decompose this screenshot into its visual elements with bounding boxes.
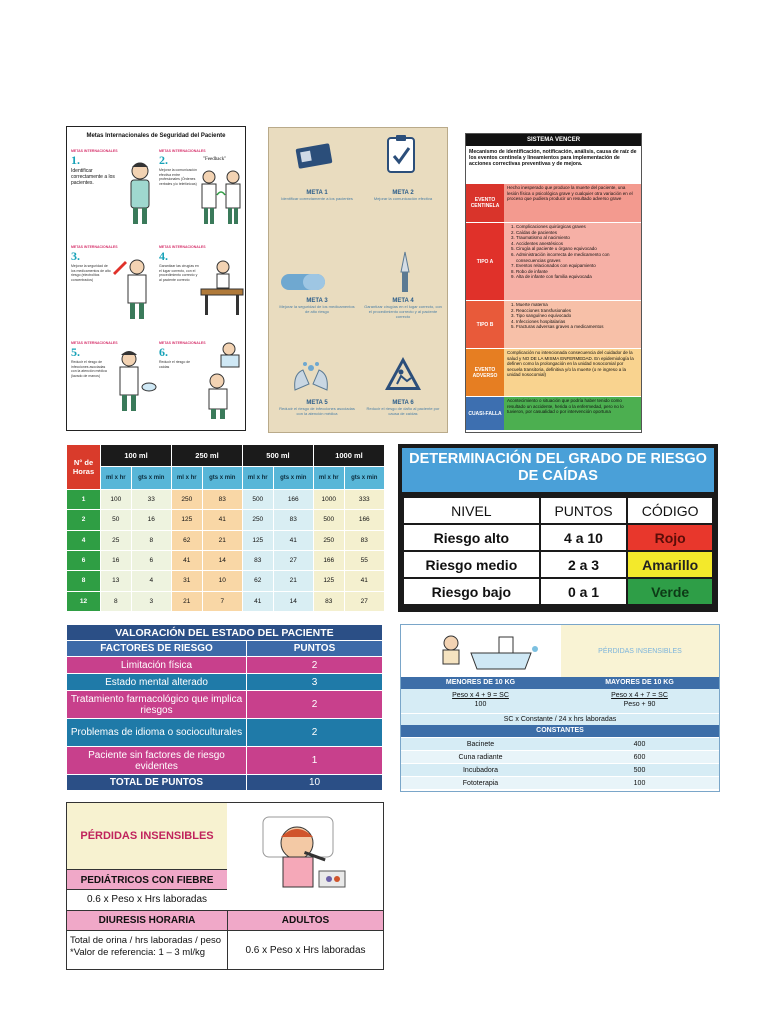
row-label: EVENTO ADVERSO <box>466 349 504 396</box>
rate-cell: 8 <box>101 591 132 611</box>
constante-value: 400 <box>633 741 646 748</box>
column-header: PUNTOS <box>247 641 383 657</box>
valoracion-estado-paciente <box>66 624 383 792</box>
row-description: Hecho inesperado que produce la muerte del paciente, una lesión física o psicológica grave y cualquier otra variación en el proceso que pudiera producir un resultado adverso grave <box>504 184 641 222</box>
factor-cell: Paciente sin factores de riesgo evidentes <box>67 747 247 775</box>
factor-cell: Limitación física <box>67 657 247 674</box>
list-item: 8. Robo de infante <box>516 269 638 275</box>
riesgo-caidas <box>398 444 718 612</box>
constante-row <box>401 763 719 776</box>
list-item: 5. Fracturas adversas graves a medicamentos <box>516 324 638 330</box>
diuresis-formula: Total de orina / hrs laboradas / peso <box>70 935 222 946</box>
table-row <box>67 591 385 611</box>
id-card-icon <box>295 142 333 170</box>
goal-2 <box>159 149 245 235</box>
fall-prevention-illustration-icon <box>199 341 245 421</box>
meta-title: META 1 <box>306 190 328 196</box>
hours-header: N° de Horas <box>67 445 101 490</box>
rate-cell: 41 <box>273 530 313 550</box>
goal-text: Mejorar la comunicación efectiva entre profesionales (Órdenes verbales y/o telefónicas) <box>159 168 197 186</box>
sistema-vencer <box>465 133 642 433</box>
row-description: Complicación no intencionada consecuencia del cuidador de la salud y NO DE LA MISMA ENFERMEDAD. En epidemiología la definen como la prolongación en la unidad nosocomial por secuela transitoria, definitiva y/o la muerte (o re ingreso a la unidad nosocomial) <box>504 349 641 396</box>
rate-cell: 21 <box>273 571 313 591</box>
goal-4 <box>159 245 245 331</box>
list-item: 4. Infecciones hospitalarias <box>516 319 638 325</box>
list-item: 1. Muerte materna <box>516 302 638 308</box>
scalpel-icon <box>393 250 417 294</box>
goal-5 <box>71 341 157 427</box>
rate-cell: 83 <box>242 550 273 570</box>
rate-cell: 333 <box>344 489 384 509</box>
handwashing-illustration-icon <box>113 347 157 417</box>
goal-text: Identificar correctamente a los pacientes. <box>71 168 115 186</box>
poster-title: Metas Internacionales de Seguridad del Paciente <box>86 133 226 139</box>
list-item: 1. Complicaciones quirúrgicas graves <box>516 224 638 230</box>
meta-4 <box>363 298 443 319</box>
goal-number: 4. <box>159 249 168 263</box>
total-value: 10 <box>247 775 383 791</box>
rate-cell: 8 <box>131 530 171 550</box>
hours-cell: 8 <box>67 571 101 591</box>
rate-cell: 100 <box>101 489 132 509</box>
rate-cell: 13 <box>101 571 132 591</box>
goal-number: 5. <box>71 345 80 359</box>
volume-header: 100 ml <box>101 445 172 467</box>
pill-capsule-icon <box>279 270 327 294</box>
baby-bath-illustration <box>401 625 561 677</box>
goal-text: Reducir el riesgo de infecciones asociadas con la atención médica (lavado de manos) <box>71 360 107 378</box>
list-item: 9. Alta de infante con familia equivocada <box>516 274 638 280</box>
table-row <box>67 747 383 775</box>
sub-header: ml x hr <box>101 467 132 489</box>
volume-header: 1000 ml <box>313 445 384 467</box>
rate-cell: 14 <box>202 550 242 570</box>
list-item: 3. Traumatismo al nacimiento <box>516 235 638 241</box>
hours-cell: 2 <box>67 510 101 530</box>
feedback-bubble: "Feedback" <box>203 157 227 162</box>
hours-cell: 12 <box>67 591 101 611</box>
total-label: TOTAL DE PUNTOS <box>67 775 247 791</box>
infusion-table <box>66 444 385 612</box>
constante-row <box>401 737 719 750</box>
row-evento-adverso <box>466 348 641 396</box>
column-header: NIVEL <box>403 497 540 524</box>
rate-cell: 83 <box>313 591 344 611</box>
table-row <box>67 657 383 674</box>
rate-cell: 125 <box>313 571 344 591</box>
nivel-cell: Riesgo medio <box>403 551 540 578</box>
rate-cell: 41 <box>242 591 273 611</box>
rate-cell: 50 <box>101 510 132 530</box>
rate-cell: 41 <box>202 510 242 530</box>
sick-child-icon <box>249 807 369 907</box>
perdidas-title: PÉRDIDAS INSENSIBLES <box>561 625 719 677</box>
total-row <box>67 775 383 791</box>
nurse-injection-illustration-icon <box>111 255 157 325</box>
hours-cell: 4 <box>67 530 101 550</box>
list-item: 2. Reacciones transfusionales <box>516 308 638 314</box>
rate-cell: 250 <box>171 489 202 509</box>
table-row <box>67 510 385 530</box>
codigo-cell: Amarillo <box>627 551 713 578</box>
sub-header: gts x min <box>202 467 242 489</box>
rate-cell: 25 <box>101 530 132 550</box>
row-description: Acontecimiento o situación que podría haber tenido como resultado un accidente, herida o la enfermedad, pero no lo tuvieron, por casualidad o por intervención oportuna <box>504 397 641 430</box>
goal-text: Reducir el riesgo de caídas <box>159 360 191 369</box>
constante-row <box>401 750 719 763</box>
constante-name: Fototerapia <box>462 780 499 787</box>
constante-name: Cuna radiante <box>458 754 503 761</box>
factor-cell: Estado mental alterado <box>67 674 247 691</box>
valoracion-title: VALORACIÓN DEL ESTADO DEL PACIENTE <box>67 625 383 641</box>
meta-title: META 5 <box>306 400 328 406</box>
list-item: 4. Accidentes anestésicos <box>516 241 638 247</box>
meta-title: META 2 <box>392 190 414 196</box>
goal-tag: METAS INTERNACIONALES <box>71 245 118 249</box>
goal-tag: METAS INTERNACIONALES <box>71 149 118 153</box>
meta-text: Mejorar la seguridad de los medicamentos de alto riesgo <box>279 304 355 314</box>
sc-formula: SC x Constante / 24 x hrs laboradas <box>401 713 719 725</box>
meta-5 <box>277 400 357 416</box>
mayores-label: MAYORES DE 10 KG <box>560 677 719 689</box>
puntos-cell: 2 <box>247 691 383 719</box>
column-header: FACTORES DE RIESGO <box>67 641 247 657</box>
puntos-cell: 4 a 10 <box>540 524 628 551</box>
row-tipo-a <box>466 222 641 300</box>
nivel-cell: Riesgo bajo <box>403 578 540 605</box>
rate-cell: 31 <box>171 571 202 591</box>
goal-number: 3. <box>71 249 80 263</box>
rate-cell: 62 <box>242 571 273 591</box>
rate-cell: 27 <box>273 550 313 570</box>
sub-header: ml x hr <box>313 467 344 489</box>
constante-name: Bacinete <box>466 741 495 748</box>
rate-cell: 500 <box>242 489 273 509</box>
list-item: 5. Cirugía al paciente u órgano equivocado <box>516 246 638 252</box>
table-row <box>403 524 713 551</box>
table-row <box>67 571 385 591</box>
valoracion-table <box>66 624 383 791</box>
goal-tag: METAS INTERNACIONALES <box>71 341 118 345</box>
rate-cell: 21 <box>202 530 242 550</box>
puntos-cell: 0 a 1 <box>540 578 628 605</box>
sub-header: ml x hr <box>171 467 202 489</box>
table-row <box>403 551 713 578</box>
goal-number: 6. <box>159 345 168 359</box>
checklist-icon <box>385 134 417 174</box>
puntos-cell: 2 <box>247 657 383 674</box>
rate-cell: 14 <box>273 591 313 611</box>
goal-text: Garantizar las cirugías en el lugar correcto, con el procedimiento correcto y al paciente correcto <box>159 264 199 282</box>
puntos-cell: 1 <box>247 747 383 775</box>
menores-label: MENORES DE 10 KG <box>401 677 560 689</box>
rate-cell: 166 <box>344 510 384 530</box>
list-item: 2. Caídas de pacientes <box>516 230 638 236</box>
meta-6 <box>363 400 443 416</box>
goals-photo <box>268 127 448 433</box>
sistema-vencer-intro: Mecanismo de identificación, notificación, análisis, causa de raíz de los eventos centinela y lineamientos para implementación de acciones correctivas preventivas y de mejora. <box>469 149 637 168</box>
staff-pair-illustration-icon <box>197 167 245 231</box>
constante-value: 100 <box>633 780 646 787</box>
rate-cell: 27 <box>344 591 384 611</box>
rate-cell: 7 <box>202 591 242 611</box>
codigo-cell: Verde <box>627 578 713 605</box>
goal-3 <box>71 245 157 331</box>
rate-cell: 16 <box>131 510 171 530</box>
puntos-cell: 2 a 3 <box>540 551 628 578</box>
rate-cell: 41 <box>344 571 384 591</box>
row-label: EVENTO CENTINELA <box>466 184 504 222</box>
row-label: CUASI-FALLA <box>466 397 504 430</box>
rate-cell: 10 <box>202 571 242 591</box>
rate-cell: 500 <box>313 510 344 530</box>
sub-header: gts x min <box>131 467 171 489</box>
sub-header: gts x min <box>273 467 313 489</box>
rate-cell: 16 <box>101 550 132 570</box>
table-row <box>67 674 383 691</box>
factor-cell: Problemas de idioma o socioculturales <box>67 719 247 747</box>
rate-cell: 62 <box>171 530 202 550</box>
rate-cell: 250 <box>313 530 344 550</box>
nivel-cell: Riesgo alto <box>403 524 540 551</box>
meta-text: Reducir el riesgo de daño al paciente por causa de caídas <box>366 406 440 416</box>
meta-title: META 4 <box>392 298 414 304</box>
rate-cell: 55 <box>344 550 384 570</box>
meta-text: Identificar correctamente a los pacientes <box>281 196 353 201</box>
hours-cell: 6 <box>67 550 101 570</box>
constante-row <box>401 776 719 789</box>
rate-cell: 41 <box>171 550 202 570</box>
rate-cell: 4 <box>131 571 171 591</box>
rate-cell: 250 <box>242 510 273 530</box>
mayores-divisor: Peso + 90 <box>623 701 656 708</box>
hours-cell: 1 <box>67 489 101 509</box>
menores-formula: Peso x 4 + 9 = SC <box>452 692 509 699</box>
rate-cell: 83 <box>273 510 313 530</box>
volume-header: 250 ml <box>171 445 242 467</box>
rate-cell: 33 <box>131 489 171 509</box>
rate-cell: 6 <box>131 550 171 570</box>
goals-poster <box>66 126 246 431</box>
diuresis-label: DIURESIS HORARIA <box>67 911 227 930</box>
list-item: 3. Tipo sanguíneo equivocado <box>516 313 638 319</box>
meta-text: Mejorar la comunicación efectiva <box>373 196 433 201</box>
goal-1 <box>71 149 157 235</box>
row-description <box>504 301 641 348</box>
pediatricos-label: PEDIÁTRICOS CON FIEBRE <box>67 869 227 890</box>
meta-1 <box>277 190 357 201</box>
table-row <box>67 489 385 509</box>
rate-cell: 21 <box>171 591 202 611</box>
infusion-grid <box>66 444 385 612</box>
riesgo-caidas-table <box>402 496 714 606</box>
rate-cell: 125 <box>242 530 273 550</box>
volume-header: 500 ml <box>242 445 313 467</box>
perdidas-insensibles-neonatal <box>400 624 720 792</box>
rate-cell: 1000 <box>313 489 344 509</box>
rate-cell: 3 <box>131 591 171 611</box>
constante-name: Incubadora <box>462 767 499 774</box>
baby-bathtub-icon <box>431 631 541 673</box>
codigo-cell: Rojo <box>627 524 713 551</box>
sick-child-illustration <box>227 803 383 869</box>
row-tipo-b <box>466 300 641 348</box>
rate-cell: 125 <box>171 510 202 530</box>
goal-number: 2. <box>159 153 168 167</box>
perdidas-title: PÉRDIDAS INSENSIBLES <box>67 803 227 869</box>
meta-text: Reducir el riesgo de infecciones asociadas con la atención médica <box>279 406 355 416</box>
adultos-label: ADULTOS <box>227 911 383 930</box>
riesgo-caidas-title: DETERMINACIÓN DEL GRADO DE RIESGO DE CAÍDAS <box>402 448 714 492</box>
meta-title: META 3 <box>306 298 328 304</box>
meta-title: META 6 <box>392 400 414 406</box>
factor-cell: Tratamiento farmacológico que implica riesgos <box>67 691 247 719</box>
perdidas-insensibles-pediatricos <box>66 802 384 970</box>
list-item: 7. Eventos relacionados con equipamiento <box>516 263 638 269</box>
constante-value: 500 <box>633 767 646 774</box>
pediatricos-formula: 0.6 x Peso x Hrs laboradas <box>67 890 227 910</box>
row-description <box>504 223 641 300</box>
fall-warning-triangle-icon <box>383 354 423 394</box>
goal-tag: METAS INTERNACIONALES <box>159 245 206 249</box>
table-row <box>67 691 383 719</box>
hands-water-icon <box>289 360 333 396</box>
goal-text: Mejorar la seguridad de los medicamentos de alto riesgo (electrolitos concentrados) <box>71 264 111 282</box>
sub-header: gts x min <box>344 467 384 489</box>
meta-text: Garantizar cirugías en el lugar correcto, con el procedimiento correcto y al paciente correcto <box>364 304 442 319</box>
row-label: TIPO A <box>466 223 504 300</box>
constante-value: 600 <box>633 754 646 761</box>
mayores-formula: Peso x 4 + 7 = SC <box>611 692 668 699</box>
constantes-label: CONSTANTES <box>401 725 719 737</box>
column-header: CÓDIGO <box>627 497 713 524</box>
column-header: PUNTOS <box>540 497 628 524</box>
sistema-vencer-header: SISTEMA VENCER <box>466 134 641 146</box>
puntos-cell: 2 <box>247 719 383 747</box>
menores-divisor: 100 <box>474 701 487 708</box>
rate-cell: 166 <box>273 489 313 509</box>
rate-cell: 83 <box>344 530 384 550</box>
list-item: 6. Administración incorrecta de medicamento con consecuencias graves <box>516 252 638 263</box>
surgery-table-illustration-icon <box>199 259 245 323</box>
rate-cell: 166 <box>313 550 344 570</box>
table-row <box>67 719 383 747</box>
table-row <box>67 550 385 570</box>
row-evento-centinela <box>466 183 641 222</box>
table-row <box>403 578 713 605</box>
meta-2 <box>363 190 443 201</box>
goal-tag: METAS INTERNACIONALES <box>159 149 206 153</box>
goal-number: 1. <box>71 153 80 167</box>
adultos-formula: 0.6 x Peso x Hrs laboradas <box>227 931 383 969</box>
rate-cell: 83 <box>202 489 242 509</box>
table-row <box>67 530 385 550</box>
doctor-illustration-icon <box>123 159 157 229</box>
sub-header: ml x hr <box>242 467 273 489</box>
meta-3 <box>277 298 357 314</box>
diuresis-reference: *Valor de referencia: 1 – 3 ml/kg <box>70 947 206 958</box>
goal-tag: METAS INTERNACIONALES <box>159 341 206 345</box>
goal-6 <box>159 341 245 427</box>
puntos-cell: 3 <box>247 674 383 691</box>
row-label: TIPO B <box>466 301 504 348</box>
row-cuasi-falla <box>466 396 641 430</box>
